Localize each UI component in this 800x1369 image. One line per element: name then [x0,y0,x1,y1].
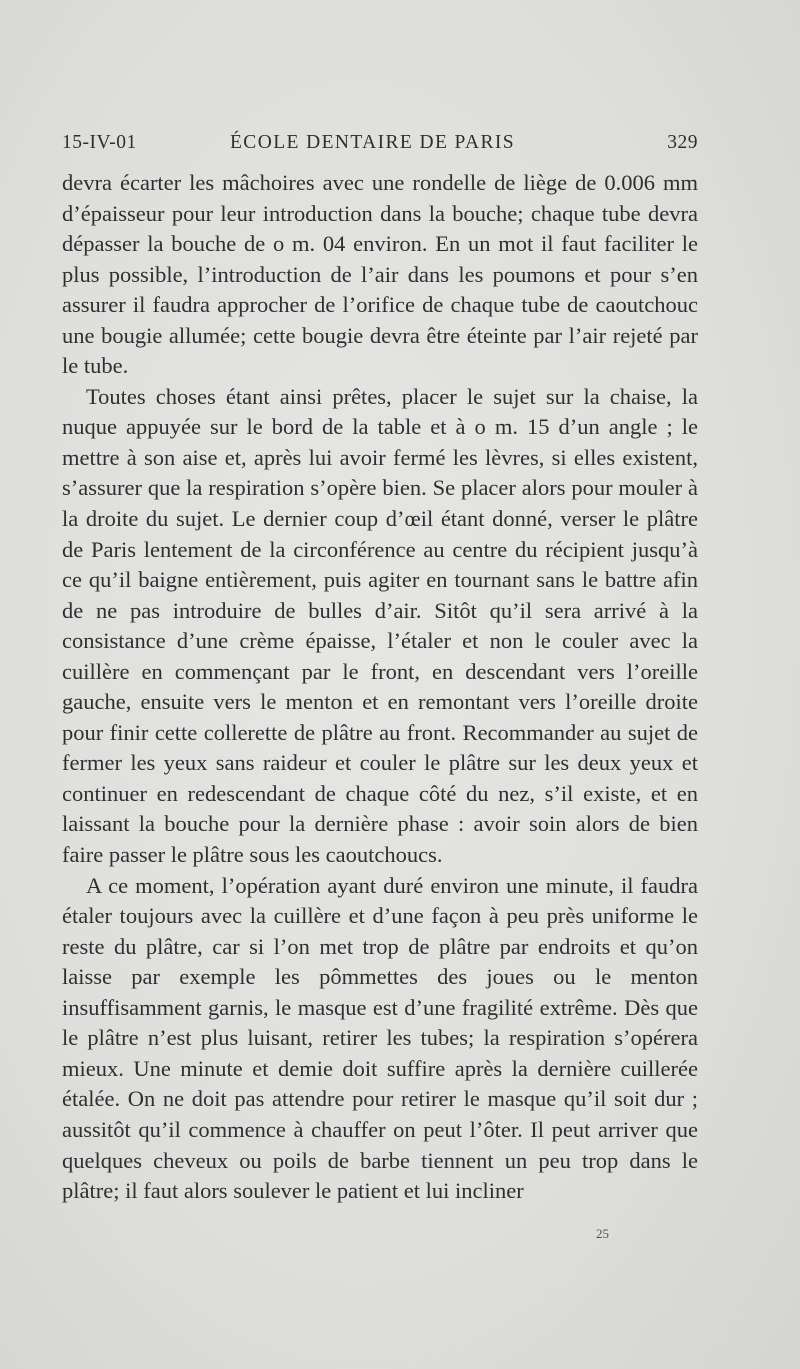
paragraph-2: Toutes choses étant ainsi prêtes, placer le sujet sur la chaise, la nuque appuyée sur le bord de la table et à o m. 15 d’un angle ; le mettre à son aise et, après lui avoir fermé les lèvres, si elles existent, s’assurer que la respiration s’opère bien. Se placer alors pour mouler à la droite du sujet. Le dernier coup d’œil étant donné, verser le plâtre de Paris lentement de la circonférence au centre du récipient jusqu’à ce qu’il baigne entièrement, puis agiter en tournant sans le battre afin de ne pas introduire de bulles d’air. Sitôt qu’il sera arrivé à la consistance d’une crème épaisse, l’étaler et non le couler avec la cuillère en commençant par le front, en descendant vers l’oreille gauche, ensuite vers le menton et en remontant vers l’oreille droite pour finir cette collerette de plâtre au front. Recommander au sujet de fermer les yeux sans raideur et couler le plâtre sur les deux yeux et continuer en redescendant de chaque côté du nez, s’il existe, et en laissant la bouche pour la dernière phase : avoir soin alors de bien faire passer le plâtre sous les caoutchoucs. [62,383,698,868]
running-head [62,132,698,162]
header-date: 15-IV-01 [62,132,137,153]
page-number: 329 [667,132,698,153]
paragraph-1: devra écarter les mâchoires avec une rondelle de liège de 0.006 mm d’épaisseur pour leur introduction dans la bouche; chaque tube devra dépasser la bouche de o m. 04 environ. En un mot il faut faciliter le plus possible, l’introduction de l’air dans les poumons et pour s’en assurer il faudra approcher de l’orifice de chaque tube de caoutchouc une bougie allumée; cette bougie devra être éteinte par l’air rejeté par le tube. [62,170,698,379]
header-title: ÉCOLE DENTAIRE DE PARIS [230,132,516,153]
body-text [62,168,698,1207]
paragraph-3: A ce moment, l’opération ayant duré environ une minute, il faudra étaler toujours avec la cuillère et d’une façon à peu près uniforme le reste du plâtre, car si l’on met trop de plâtre par endroits et qu’on laisse par exemple les pômmettes des joues ou le menton insuffisamment garnis, le masque est d’une fragilité extrême. Dès que le plâtre n’est plus luisant, retirer les tubes; la respiration s’opérera mieux. Une minute et demie doit suffire après la dernière cuillerée étalée. On ne doit pas attendre pour retirer le masque qu’il soit dur ; aussitôt qu’il commence à chauffer on peut l’ôter. Il peut arriver que quelques cheveux ou poils de barbe tiennent un peu trop dans le plâtre; il faut alors soulever le patient et lui incliner [62,872,698,1204]
printer-signature-mark: 25 [596,1226,609,1241]
